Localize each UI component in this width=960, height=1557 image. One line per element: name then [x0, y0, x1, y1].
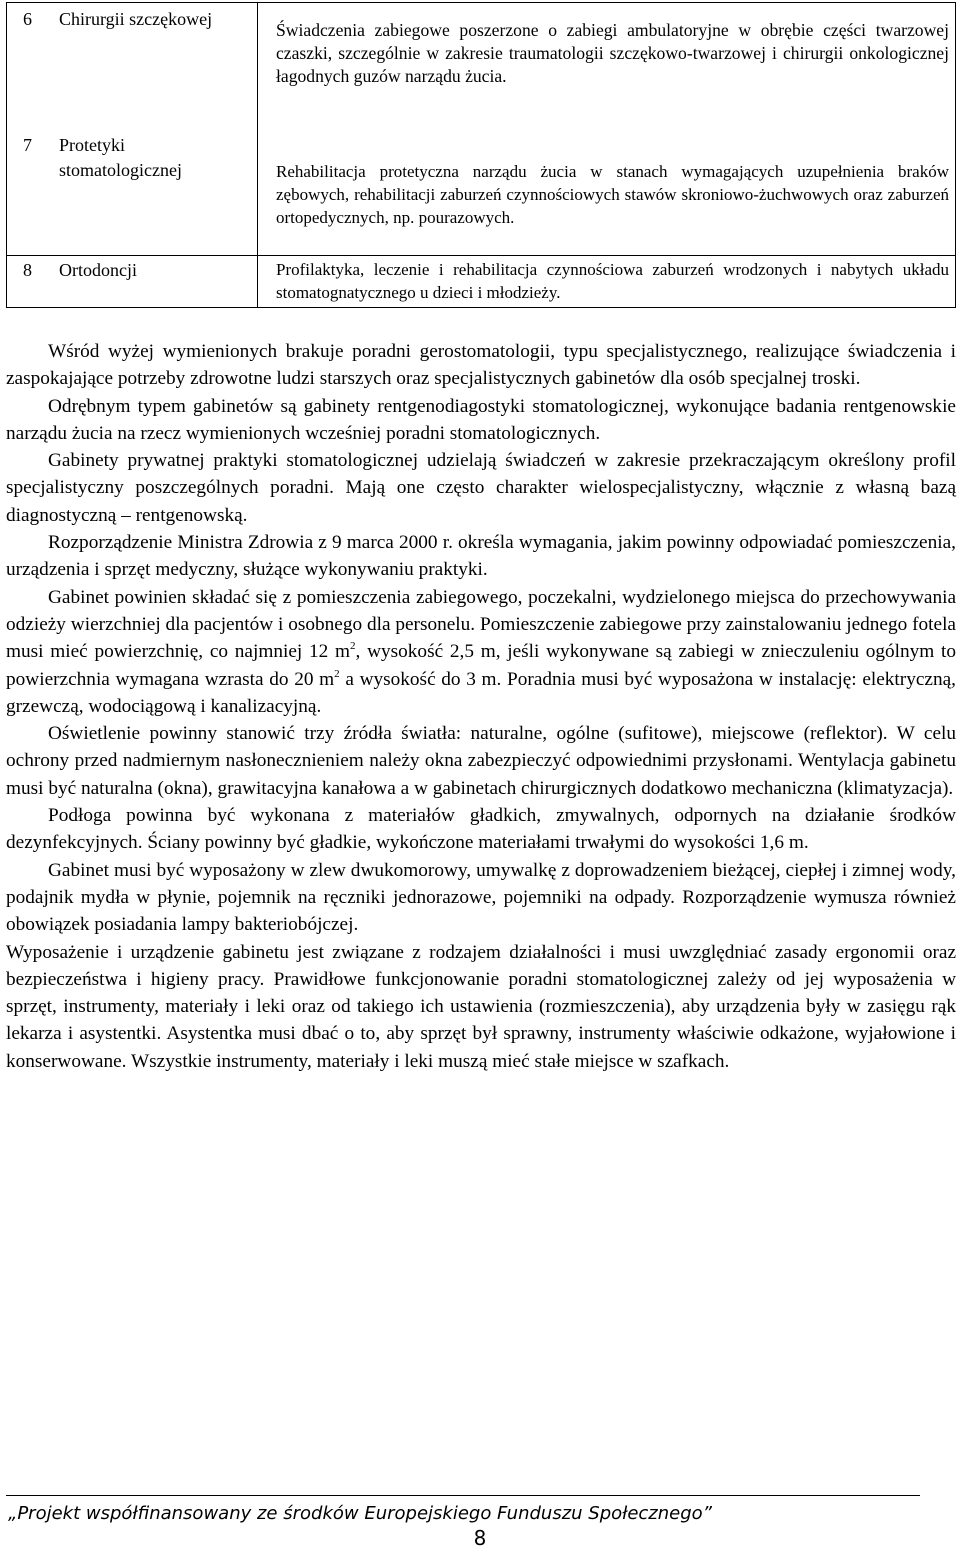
paragraph: Gabinety prywatnej praktyki stomatologicznej udzielają świadczeń w zakresie przekraczającym określony profil specjalistyczny poszczególnych poradni. Mają one często charakter wielospecjalistyczny, włącznie z własną bazą diagnostyczną – rentgenowską.: [6, 450, 956, 526]
paragraph: Podłoga powinna być wykonana z materiałów gładkich, zmywalnych, odpornych na działanie środków dezynfekcyjnych. Ściany powinny być gładkie, wykończone materiałami trwałymi do wysokości 1,6 m.: [6, 805, 956, 854]
table-cell-description: [258, 3, 956, 136]
table-cell-description: [258, 136, 956, 256]
row-number: 8: [23, 260, 32, 280]
paragraph: [6, 584, 956, 720]
superscript: 2: [350, 640, 356, 653]
row-label: Chirurgii szczękowej: [59, 9, 213, 29]
row-label: stomatologicznej: [59, 160, 182, 180]
row-description: Rehabilitacja protetyczna narządu żucia w stanach wymagających uzupełnienia braków zębowych, rehabilitacji zaburzeń czynnościowych stawów skroniowo-żuchwowych oraz zaburzeń ortopedycznych, np. pourazowych.: [276, 161, 949, 227]
row-number: 6: [23, 9, 32, 29]
page-number: 8: [473, 1526, 487, 1550]
table-cell-label: [7, 256, 258, 308]
paragraph: Wśród wyżej wymienionych brakuje poradni gerostomatologii, typu specjalistycznego, realizujące świadczenia i zaspokajające potrzeby zdrowotne ludzi starszych oraz specjalistycznych gabinetów dla osób specjalnej troski.: [6, 341, 956, 390]
footer-text: „Projekt współfinansowany ze środków Europejskiego Funduszu Społecznego”: [8, 1503, 712, 1524]
row-description: Świadczenia zabiegowe poszerzone o zabiegi ambulatoryjne w obrębie części twarzowej czaszki, szczególnie w zakresie traumatologii szczękowo-twarzowej i chirurgii onkologicznej łagodnych guzów narządu żucia.: [276, 20, 949, 86]
document-body: [6, 338, 956, 1075]
paragraph: Oświetlenie powinny stanowić trzy źródła światła: naturalne, ogólne (sufitowe), miejscowe (reflektor). W celu ochrony przed nadmiernym nasłonecznieniem należy okna zabezpieczyć odpowiednimi przysłonami. Wentylacja gabinetu musi być naturalna (okna), grawitacyjna kanałowa a w gabinetach chirurgicznych dodatkowo mechaniczna (klimatyzacja).: [6, 723, 956, 799]
table-row: [7, 136, 956, 256]
table-cell-description: [258, 256, 956, 308]
row-label: Protetyki: [59, 135, 125, 155]
superscript: 2: [334, 667, 340, 680]
table-row: [7, 3, 956, 136]
row-number: 7: [23, 135, 32, 155]
paragraph: Odrębnym typem gabinetów są gabinety rentgenodiagostyki stomatologicznej, wykonujące badania rentgenowskie narządu żucia na rzecz wymienionych wcześniej poradni stomatologicznych.: [6, 395, 956, 444]
paragraph: Gabinet musi być wyposażony w zlew dwukomorowy, umywalkę z doprowadzeniem bieżącej, ciepłej i zimnej wody, podajnik mydła w płynie, pojemnik na ręczniki jednorazowe, pojemniki na odpady. Rozporządzenie wymusza również obowiązek posiadania lampy bakteriobójczej.: [6, 859, 956, 936]
paragraph-text: , wysokość 2,5 m, jeśli wykonywane są zabiegi w znieczuleniu ogólnym to powierzchnia wymagana wzrasta do 20 m: [6, 641, 956, 690]
footer-divider: [6, 1495, 920, 1496]
row-label: Ortodoncji: [59, 260, 137, 280]
specialties-table: [6, 2, 956, 308]
row-description: Profilaktyka, leczenie i rehabilitacja czynnościowa zaburzeń wrodzonych i nabytych układu stomatognatycznego u dzieci i młodzieży.: [276, 260, 949, 302]
paragraph-text: Gabinet powinien składać się z pomieszczenia zabiegowego, poczekalni, wydzielonego miejsca do przechowywania odzieży wierzchniej dla pacjentów i osobnego dla personelu. Pomieszczenie zabiegowe przy zainstalowaniu jednego fotela musi mieć powierzchnię, co najmniej 12 m: [6, 586, 956, 663]
table-row: [7, 256, 956, 308]
paragraph: Rozporządzenie Ministra Zdrowia z 9 marca 2000 r. określa wymagania, jakim powinny odpowiadać pomieszczenia, urządzenia i sprzęt medyczny, służące wykonywaniu praktyki.: [6, 532, 956, 581]
table-cell-label: [7, 3, 258, 180]
paragraph: Wyposażenie i urządzenie gabinetu jest związane z rodzajem działalności i musi uwzględniać zasady ergonomii oraz bezpieczeństwa i higieny pracy. Prawidłowe funkcjonowanie poradni stomatologicznej zależy od jej wyposażenia w sprzęt, instrumenty, materiały i leki oraz od takiego ich ustawienia (rozmieszczenia), aby urządzenia były w zasięgu rąk lekarza i asystentki. Asystentka musi dbać o to, aby sprzęt był sprawny, instrumenty właściwie odkażone, wyjałowione i konserwowane. Wszystkie instrumenty, materiały i leki muszą mieć stałe miejsce w szafkach.: [6, 941, 956, 1072]
table-cell-label: [7, 136, 258, 256]
paragraph-text: a wysokość do 3 m. Poradnia musi być wyposażona w instalację: elektryczną, grzewczą, wodociągową i kanalizacyjną.: [6, 668, 956, 717]
